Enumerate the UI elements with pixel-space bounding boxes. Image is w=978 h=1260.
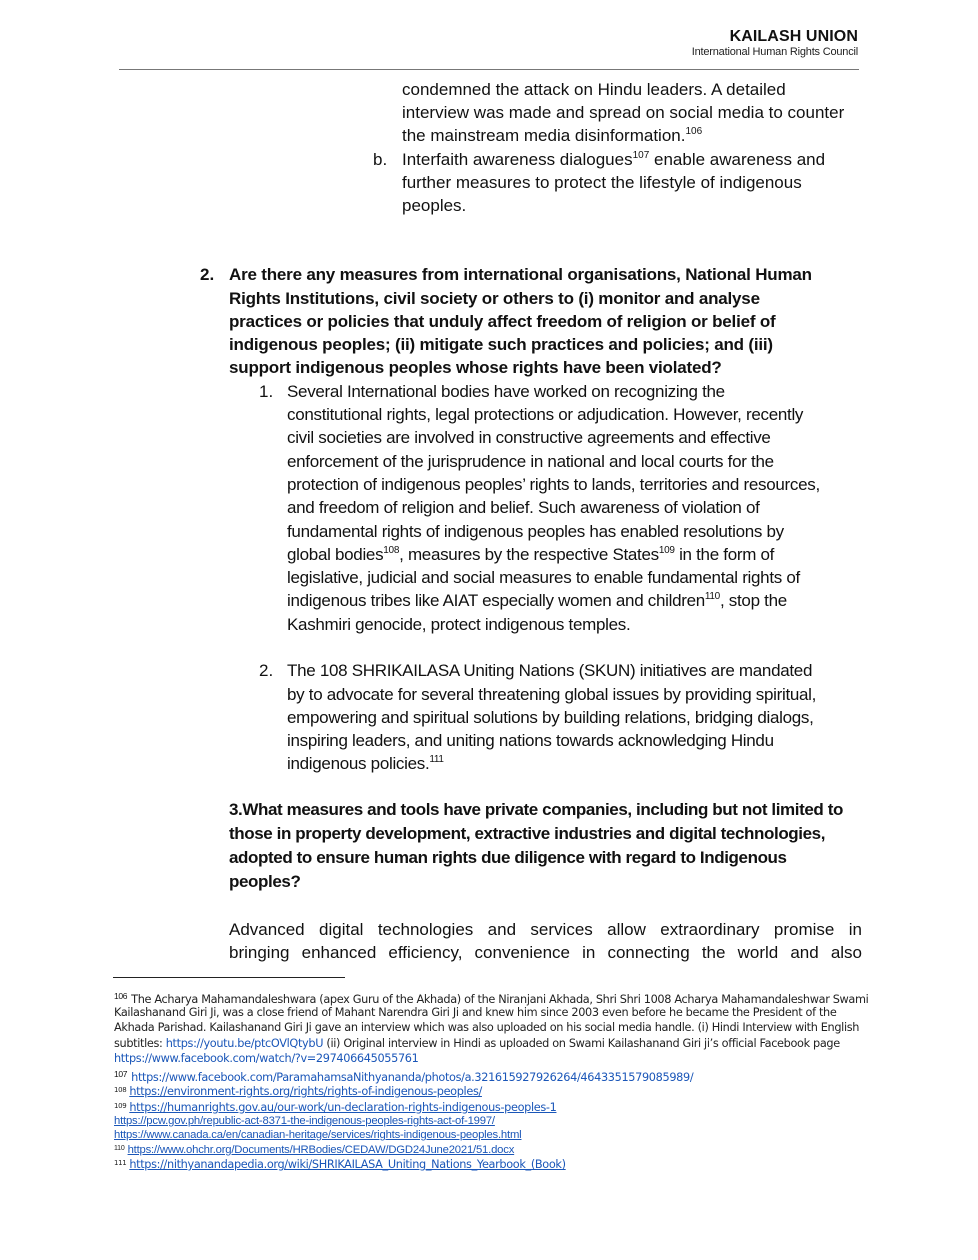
text-span: enable awareness and <box>649 150 826 169</box>
heading-line: 3.What measures and tools have private companies, including but not limited to <box>229 800 843 819</box>
facebook-watch-link[interactable]: https://www.facebook.com/watch/?v=297406645055761 <box>114 1052 419 1065</box>
org-subtitle: International Human Rights Council <box>691 46 858 58</box>
footnote-number: 106 <box>114 991 128 1001</box>
list-marker: 1. <box>259 382 274 401</box>
footnote-line <box>114 1051 418 1066</box>
heading-line: adopted to ensure human rights due diligence with regard to Indigenous <box>229 848 787 867</box>
text-line: inspiring leaders, and uniting nations towards acknowledging Hindu <box>287 731 774 750</box>
text-span: The Acharya Mahamandaleshwara (apex Guru of the Akhada) of the Niranjani Akhada, Shri Shri 1008 Acharya Mahamandaleshwar Swami <box>131 993 869 1006</box>
heading-line: support indigenous peoples whose rights have been violated? <box>229 358 722 377</box>
footnote-number: 111 <box>114 1159 127 1167</box>
text-line: empowering and spiritual solutions by building relations, bridging dialogs, <box>287 708 814 727</box>
text-span: the mainstream media disinformation. <box>402 126 686 145</box>
question-number: 2. <box>200 265 215 284</box>
text-span: (ii) Original interview in Hindi as uploaded on Swami Kailashanand Giri ji’s official Facebook page <box>323 1037 840 1050</box>
text-line: bringing enhanced efficiency, convenience in connecting the world and also <box>229 943 862 962</box>
footnote-ref-109[interactable]: 109 <box>658 545 675 556</box>
footnote-number: 110 <box>114 1145 125 1152</box>
text-line <box>287 543 774 566</box>
text-line <box>287 752 444 775</box>
text-span: subtitles: <box>114 1037 166 1050</box>
text-line: and freedom of religion and belief. Such awareness of violation of <box>287 498 760 517</box>
text-span: indigenous tribes like AIAT especially women and children <box>287 591 705 610</box>
text-span: , stop the <box>719 591 787 610</box>
text-line: The 108 SHRIKAILASA Uniting Nations (SKUN) initiatives are mandated <box>287 661 813 680</box>
footnote-ref-108[interactable]: 108 <box>383 545 400 556</box>
heading-line: Are there any measures from international organisations, National Human <box>229 265 812 284</box>
pcw-gov-ph-link[interactable]: https://pcw.gov.ph/republic-act-8371-the-indigenous-peoples-rights-act-of-1997/ <box>114 1115 495 1127</box>
text-line: interview was made and spread on social media to counter <box>402 103 845 122</box>
list-marker: b. <box>373 150 388 169</box>
footnote-number: 109 <box>114 1102 127 1110</box>
text-line: peoples. <box>402 196 467 215</box>
footnote-number: 107 <box>114 1069 128 1079</box>
footnote-ref-107[interactable]: 107 <box>632 150 650 161</box>
footnote-ref-111[interactable]: 111 <box>429 754 444 765</box>
text-line: protection of indigenous peoples’ rights to lands, territories and resources, <box>287 475 820 494</box>
footnote-number: 108 <box>114 1086 127 1094</box>
text-span: , measures by the respective States <box>399 545 659 564</box>
footnote-divider <box>113 977 345 978</box>
youtube-link[interactable]: https://youtu.be/ptcOVlQtybU <box>165 1037 324 1050</box>
canada-ca-link[interactable]: https://www.canada.ca/en/canadian-heritage/services/rights-indigenous-peoples.html <box>114 1129 522 1141</box>
footnote-line <box>114 1099 556 1115</box>
text-line <box>402 124 702 147</box>
footnote-line <box>114 1036 840 1051</box>
text-span: indigenous policies. <box>287 754 430 773</box>
text-line: Several International bodies have worked on recognizing the <box>287 382 725 401</box>
header-divider <box>119 69 859 70</box>
text-line <box>287 589 787 612</box>
text-span: Interfaith awareness dialogues <box>402 150 633 169</box>
heading-line: Rights Institutions, civil society or others to (i) monitor and analyse <box>229 289 760 308</box>
footnote-ref-106[interactable]: 106 <box>685 126 703 137</box>
facebook-photo-link[interactable]: https://www.facebook.com/ParamahamsaNithyananda/photos/a.321615927926264/4643351579085989/ <box>131 1071 694 1084</box>
footnote-line: Kailashanand Giri Ji, was a close friend of Mahant Narendra Giri Ji and knew him since 2003 even before he became the President of the <box>114 1006 837 1019</box>
ohchr-link[interactable]: https://www.ohchr.org/Documents/HRBodies/CEDAW/DGD24June2021/51.docx <box>127 1144 515 1156</box>
text-line: legislative, judicial and social measures to enable fundamental rights of <box>287 568 800 587</box>
humanrights-gov-au-link[interactable]: https://humanrights.gov.au/our-work/un-declaration-rights-indigenous-peoples-1 <box>129 1101 557 1114</box>
footnote-line: Akhada Parishad. Kailashanand Giri Ji gave an interview which was also uploaded on his social media handle. (i) Hindi Interview with English <box>114 1021 860 1034</box>
heading-line: practices or policies that unduly affect freedom of religion or belief of <box>229 312 776 331</box>
text-line: by to advocate for several threatening global issues by providing spiritual, <box>287 685 817 704</box>
heading-line: peoples? <box>229 872 301 891</box>
text-span: in the form of <box>674 545 775 564</box>
footnote-111 <box>114 1156 566 1172</box>
text-line: constitutional rights, legal protections or adjudication. However, recently <box>287 405 804 424</box>
text-line: condemned the attack on Hindu leaders. A detailed <box>402 80 786 99</box>
footnote-108 <box>114 1083 482 1099</box>
text-span: global bodies <box>287 545 384 564</box>
footnote-line <box>114 1114 495 1129</box>
text-line <box>402 148 825 171</box>
text-line: enforcement of the jurisprudence in national and local courts for the <box>287 452 774 471</box>
list-marker: 2. <box>259 661 274 680</box>
text-line: Advanced digital technologies and services allow extraordinary promise in <box>229 920 862 939</box>
heading-line: those in property development, extractive industries and digital technologies, <box>229 824 826 843</box>
environment-rights-link[interactable]: https://environment-rights.org/rights/rights-of-indigenous-peoples/ <box>129 1085 482 1098</box>
text-line: fundamental rights of indigenous peoples has enabled resolutions by <box>287 522 784 541</box>
text-line: Kashmiri genocide, protect indigenous temples. <box>287 615 631 634</box>
text-line: civil societies are involved in constructive agreements and effective <box>287 428 771 447</box>
text-line: further measures to protect the lifestyle of indigenous <box>402 173 802 192</box>
heading-line: indigenous peoples; (ii) mitigate such practices and policies; and (iii) <box>229 335 773 354</box>
nithyanandapedia-link[interactable]: https://nithyanandapedia.org/wiki/SHRIKAILASA_Uniting_Nations_Yearbook_(Book) <box>129 1158 566 1171</box>
footnote-ref-110[interactable]: 110 <box>704 591 720 602</box>
org-title: KAILASH UNION <box>729 28 858 45</box>
